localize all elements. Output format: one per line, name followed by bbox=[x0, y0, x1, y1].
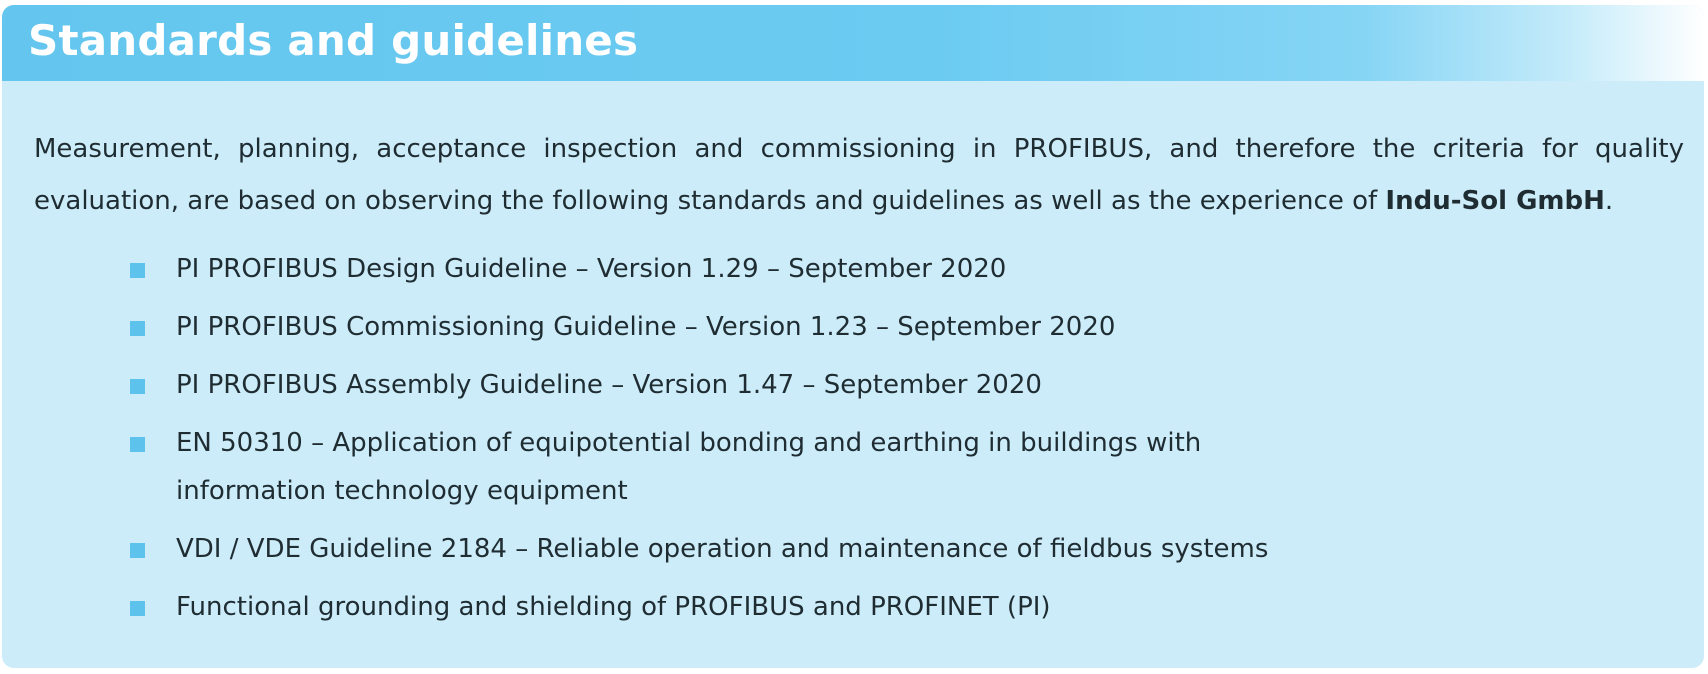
intro-paragraph bbox=[34, 123, 1684, 227]
list-item-label: PI PROFIBUS Design Guideline – Version 1.29 – September 2020 bbox=[176, 254, 1007, 284]
intro-text: Measurement, planning, acceptance inspection and commissioning in PROFIBUS, and therefore the criteria for quality evaluation, are based on observing the following standards and guidelines as well as the experience of bbox=[34, 134, 1684, 216]
list-item bbox=[130, 583, 1530, 631]
square-bullet-icon bbox=[130, 379, 145, 394]
list-item-label: VDI / VDE Guideline 2184 – Reliable operation and maintenance of fieldbus systems bbox=[176, 534, 1269, 564]
list-item bbox=[130, 361, 1530, 409]
list-item bbox=[130, 303, 1530, 351]
square-bullet-icon bbox=[130, 437, 145, 452]
company-name: Indu-Sol GmbH bbox=[1385, 186, 1605, 216]
square-bullet-icon bbox=[130, 601, 145, 616]
intro-text-end: . bbox=[1604, 186, 1614, 216]
list-item bbox=[130, 525, 1530, 573]
list-item-label: Functional grounding and shielding of PROFIBUS and PROFINET (PI) bbox=[176, 592, 1051, 622]
list-item bbox=[130, 245, 1530, 293]
list-item-label: PI PROFIBUS Assembly Guideline – Version 1.47 – September 2020 bbox=[176, 370, 1042, 400]
square-bullet-icon bbox=[130, 263, 145, 278]
list-item bbox=[130, 419, 1530, 515]
panel-header bbox=[2, 5, 1704, 81]
standards-list bbox=[130, 245, 1530, 641]
square-bullet-icon bbox=[130, 321, 145, 336]
page-title: Standards and guidelines bbox=[28, 16, 639, 65]
list-item-label: PI PROFIBUS Commissioning Guideline – Version 1.23 – September 2020 bbox=[176, 312, 1116, 342]
standards-panel bbox=[2, 5, 1704, 668]
square-bullet-icon bbox=[130, 543, 145, 558]
list-item-label: EN 50310 – Application of equipotential bonding and earthing in buildings with information technology equipment bbox=[176, 428, 1202, 506]
